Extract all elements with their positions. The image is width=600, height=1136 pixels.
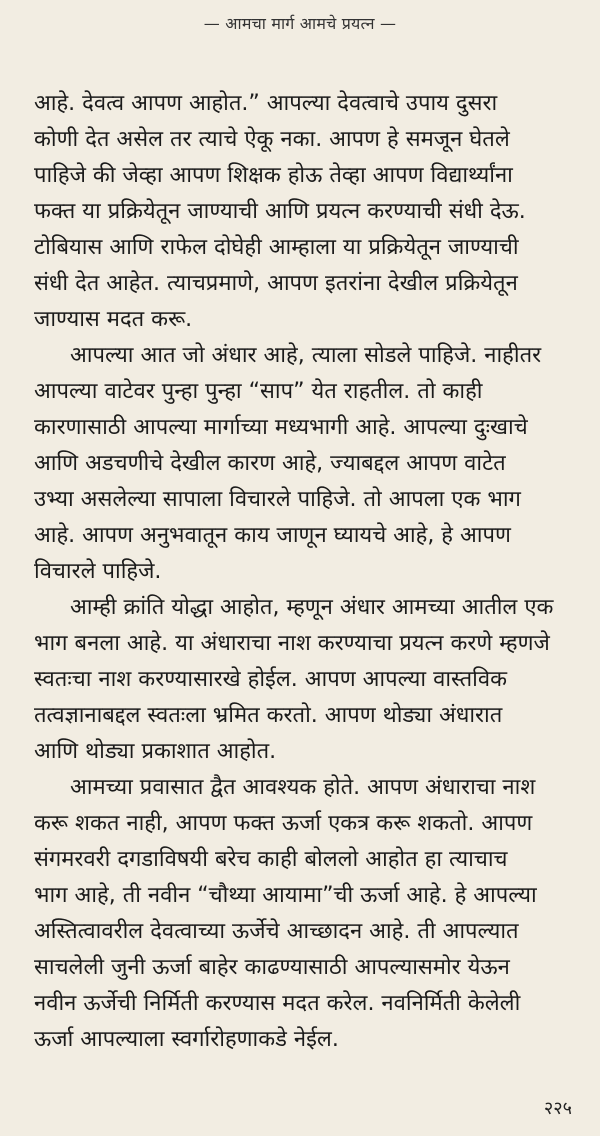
text-line: कोणी देत असेल तर त्याचे ऐकू नका. आपण हे समजून घेतले [34,127,510,152]
text-line: फक्त या प्रक्रियेतून जाण्याची आणि प्रयत्न करण्याची संधी देऊ. [34,199,526,224]
running-header: — आमचा मार्ग आमचे प्रयत्न — [203,14,397,33]
text-line: जाण्यास मदत करू. [34,307,193,332]
text-line: पाहिजे की जेव्हा आपण शिक्षक होऊ तेव्हा आपण विद्यार्थ्यांना [34,163,513,188]
text-line: आपल्या वाटेवर पुन्हा पुन्हा “साप” येत राहतील. तो काही [34,379,483,404]
body-text [34,86,570,1058]
text-line: नवीन ऊर्जेची निर्मिती करण्यास मदत करेल. नवनिर्मिती केलेली [34,991,521,1016]
page-number: २२५ [543,1098,572,1119]
text-line: उभ्या असलेल्या सापाला विचारले पाहिजे. तो आपला एक भाग [34,487,521,512]
paragraph-3 [34,590,570,770]
text-line: स्वतःचा नाश करण्यासारखे होईल. आपण आपल्या वास्तविक [34,667,507,692]
paragraph-1 [34,86,570,338]
text-line: संगमरवरी दगडाविषयी बरेच काही बोललो आहोत हा त्याचाच [34,847,508,872]
text-line: आपल्या आत जो अंधार आहे, त्याला सोडले पाहिजे. नाहीतर [70,343,542,368]
text-line: टोबियास आणि राफेल दोघेही आम्हाला या प्रक्रियेतून जाण्याची [34,235,519,260]
text-line: विचारले पाहिजे. [34,559,162,584]
text-line: साचलेली जुनी ऊर्जा बाहेर काढण्यासाठी आपल्यासमोर येऊन [34,955,510,980]
text-line: आणि अडचणीचे देखील कारण आहे, ज्याबद्दल आपण वाटेत [34,451,506,476]
text-line: अस्तित्वावरील देवत्वाच्या ऊर्जेचे आच्छादन आहे. ती आपल्यात [34,919,519,944]
text-line: आहे. देवत्व आपण आहोत.” आपल्या देवत्वाचे उपाय दुसरा [34,91,498,116]
text-line: आम्ही क्रांति योद्धा आहोत, म्हणून अंधार आमच्या आतील एक [70,595,554,620]
paragraph-4 [34,770,570,1058]
text-line: संधी देत आहेत. त्याचप्रमाणे, आपण इतरांना देखील प्रक्रियेतून [34,271,518,296]
text-line: आणि थोड्या प्रकाशात आहोत. [34,739,277,764]
text-line: भाग बनला आहे. या अंधाराचा नाश करण्याचा प्रयत्न करणे म्हणजे [34,631,550,656]
text-line: करू शकत नाही, आपण फक्त ऊर्जा एकत्र करू शकतो. आपण [34,811,533,836]
text-line: भाग आहे, ती नवीन “चौथ्या आयामा”ची ऊर्जा आहे. हे आपल्या [34,883,537,908]
paragraph-2 [34,338,570,590]
text-line: ऊर्जा आपल्याला स्वर्गारोहणाकडे नेईल. [34,1027,339,1052]
text-line: कारणासाठी आपल्या मार्गाच्या मध्यभागी आहे. आपल्या दुःखाचे [34,415,528,440]
text-line: आहे. आपण अनुभवातून काय जाणून घ्यायचे आहे, हे आपण [34,523,511,548]
text-line: आमच्या प्रवासात द्वैत आवश्यक होते. आपण अंधाराचा नाश [70,775,536,800]
text-line: तत्वज्ञानाबद्दल स्वतःला भ्रमित करतो. आपण थोड्या अंधारात [34,703,503,728]
